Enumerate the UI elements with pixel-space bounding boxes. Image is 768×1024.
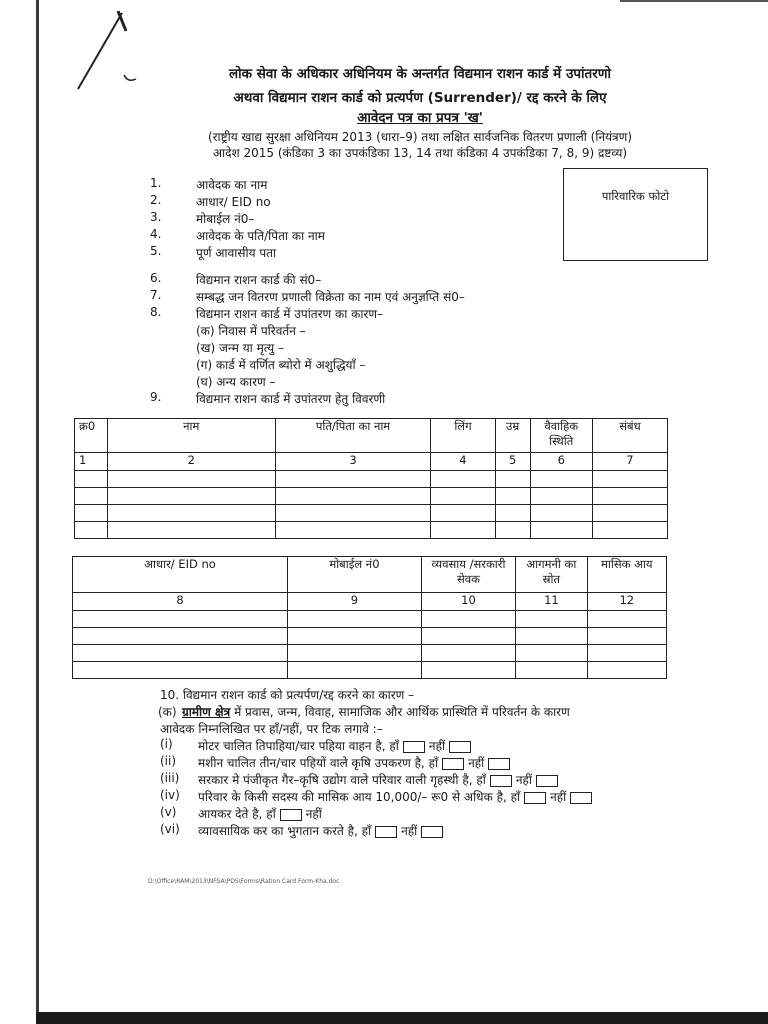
form-subtitle-line2: आदेश 2015 (कंडिका 3 का उपकंडिका 13, 14 तथा कंडिका 4 उपकंडिका 7, 8, 9) द्रष्टव्य) [212, 146, 628, 160]
checklist-item: (iii) सरकार मे पंजीकृत गैर–कृषि उद्योग वाले परिवार वाली गृहस्थी है, हाँ नहीं [160, 771, 414, 788]
member-details-table-2 [72, 556, 667, 679]
table-header-cell: पति/पिता का नाम [275, 419, 430, 453]
photo-label: पारिवारिक फोटो [601, 189, 670, 203]
table-header-cell: वैवाहिक स्थिति [530, 419, 592, 453]
form-subtitle-line1: (राष्ट्रीय खाद्य सुरक्षा अधिनियम 2013 (धारा–9) तथा लक्षित सार्वजनिक वितरण प्रणाली (नियंत्रण) [207, 130, 633, 144]
yes-checkbox[interactable] [442, 758, 464, 770]
no-checkbox[interactable] [536, 775, 558, 787]
table-row[interactable] [73, 628, 667, 645]
table-header-cell: मोबाईल नं0 [288, 557, 422, 593]
field-label: पूर्ण आवासीय पता [196, 246, 277, 260]
field-label: आवेदक का नाम [196, 178, 268, 192]
no-checkbox[interactable] [488, 758, 510, 770]
table-header-row [73, 557, 667, 593]
table-header-cell: लिंग [431, 419, 495, 453]
field-label: आवेदक के पति/पिता का नाम [196, 229, 325, 243]
table-row[interactable] [75, 505, 668, 522]
page-edge-top [620, 0, 768, 2]
yes-checkbox[interactable] [375, 826, 397, 838]
checklist-item: (i) मोटर चालित तिपाहिया/चार पहिया वाहन है, हाँ नहीं [160, 737, 414, 754]
field-label: विद्यमान राशन कार्ड में उपांतरण का कारण– [196, 307, 384, 321]
table-header-cell: मासिक आय [587, 557, 666, 593]
table-row[interactable] [75, 471, 668, 488]
table-number-row: 8 9 10 11 12 [73, 593, 667, 611]
section-title: 10. विद्यमान राशन कार्ड को प्रत्यर्पण/रद्द करने का कारण – [160, 688, 415, 702]
member-details-table-1 [74, 418, 668, 539]
checklist-item: (iv) परिवार के किसी सदस्य की मासिक आय 10,000/– रू0 से अधिक है, हाँ नहीं [160, 788, 414, 805]
table-row[interactable] [73, 645, 667, 662]
table-row[interactable] [73, 611, 667, 628]
field-label: आधार/ EID no [196, 195, 271, 209]
table-header-cell: आगमनी का स्रोत [516, 557, 587, 593]
checklist-item: (ii) मशीन चालित तीन/चार पहियों वाले कृषि उपकरण है, हाँ नहीं [160, 754, 414, 771]
table-row[interactable] [75, 488, 668, 505]
file-path-footer: D:\Office\RAM\2013\NFSA\PDS\Forms\Ration Card Form-Kha.doc [148, 878, 340, 885]
table-header-cell: क्र0 [75, 419, 108, 453]
checklist-item: (vi) व्यावसायिक कर का भुगतान करते है, हाँ नहीं [160, 822, 414, 839]
family-photo-box[interactable] [563, 168, 708, 261]
form-title-line3: आवेदन पत्र का प्रपत्र 'ख' [357, 110, 483, 126]
field-label: सम्बद्ध जन वितरण प्रणाली विक्रेता का नाम एवं अनुज्ञप्ति सं0– [196, 290, 465, 304]
form-title-line1: लोक सेवा के अधिकार अधिनियम के अन्तर्गत विद्यमान राशन कार्ड में उपांतरणो [228, 66, 611, 82]
checklist-item: (v) आयकर देते है, हाँ नहीं [160, 805, 322, 821]
no-checkbox[interactable] [421, 826, 443, 838]
surrender-reason-section [158, 686, 570, 839]
table-header-cell: आधार/ EID no [73, 557, 288, 593]
field-label: मोबाईल नं0– [196, 212, 255, 226]
table-number-row: 1 2 3 4 5 6 7 [75, 453, 668, 471]
table-header-cell: उम्र [495, 419, 530, 453]
table-row[interactable] [75, 522, 668, 539]
yes-checkbox[interactable] [490, 775, 512, 787]
yes-checkbox[interactable] [524, 792, 546, 804]
field-label: विद्यमान राशन कार्ड में उपांतरण हेतु विवरणी [196, 392, 386, 406]
table-row[interactable] [73, 662, 667, 679]
field-label: विद्यमान राशन कार्ड की सं0– [196, 273, 322, 287]
table-header-cell: नाम [107, 419, 275, 453]
section-intro-2: आवेदक निम्नलिखित पर हाँ/नहीं, पर टिक लगावे :– [160, 722, 383, 736]
table-header-row [75, 419, 668, 453]
no-checkbox[interactable] [449, 741, 471, 753]
table-header-cell: संबंध [592, 419, 667, 453]
form-title-line2: अथवा विद्यमान राशन कार्ड को प्रत्यर्पण (Surrender)/ रद्द करने के लिए [233, 90, 607, 106]
yes-checkbox[interactable] [403, 741, 425, 753]
section-intro: (क) ग्रामीण क्षेत्र में प्रवास, जन्म, विवाह, सामाजिक और आर्थिक प्रास्थिति में परिवर्तन के कारण [158, 705, 570, 719]
page-edge-left [36, 0, 39, 1024]
yes-checkbox[interactable] [280, 809, 302, 821]
no-checkbox[interactable] [570, 792, 592, 804]
page-edge-bottom [36, 1012, 768, 1024]
table-header-cell: व्यवसाय /सरकारी सेवक [421, 557, 515, 593]
